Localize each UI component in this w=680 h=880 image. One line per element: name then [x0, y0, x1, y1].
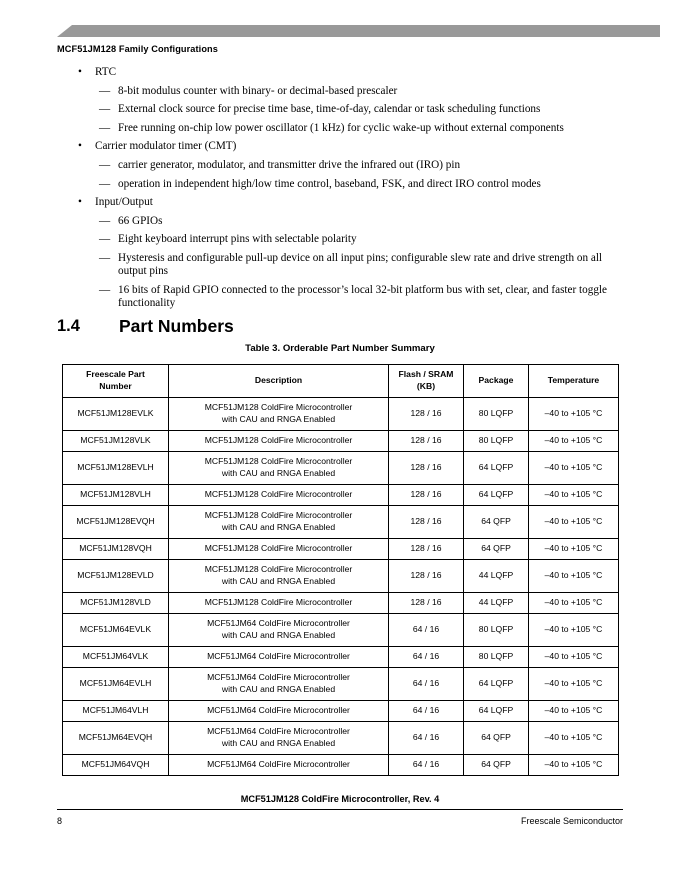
bullet-text: Eight keyboard interrupt pins with selectable polarity [118, 233, 357, 246]
cell-description [169, 668, 389, 701]
bullet-text: Hysteresis and configurable pull-up device on all input pins; configurable slew rate and drive strength on all output pins [118, 251, 603, 278]
cell-description-line: MCF51JM128 ColdFire Microcontroller [204, 510, 353, 521]
cell-part-number: MCF51JM128VLH [63, 485, 169, 506]
cell-flash-sram: 128 / 16 [389, 431, 464, 452]
cell-description-line: with CAU and RNGA Enabled [221, 630, 336, 640]
sub-bullet-item [0, 215, 680, 228]
bullet-text: Free running on-chip low power oscillator (1 kHz) for cyclic wake-up without external components [118, 121, 564, 134]
cell-package: 64 LQFP [464, 701, 529, 722]
table-row [63, 560, 619, 593]
cell-description-line: MCF51JM64 ColdFire Microcontroller [207, 672, 350, 683]
em-dash-icon: — [99, 103, 111, 116]
footer-company-name: Freescale Semiconductor [520, 816, 623, 826]
cell-part-number: MCF51JM128VQH [63, 539, 169, 560]
cell-flash-sram: 128 / 16 [389, 539, 464, 560]
cell-part-number: MCF51JM64VLH [63, 701, 169, 722]
cell-description-line: MCF51JM128 ColdFire Microcontroller [204, 435, 353, 446]
cell-temperature: –40 to +105 °C [529, 398, 619, 431]
cell-description-line: with CAU and RNGA Enabled [221, 684, 336, 694]
em-dash-icon: — [99, 233, 111, 246]
bullet-text: operation in independent high/low time control, baseband, FSK, and direct IRO control modes [118, 177, 541, 190]
column-header-line: Package [478, 375, 514, 386]
cell-temperature: –40 to +105 °C [529, 614, 619, 647]
running-header-title: MCF51JM128 Family Configurations [57, 44, 218, 54]
cell-temperature: –40 to +105 °C [529, 593, 619, 614]
cell-flash-sram: 128 / 16 [389, 485, 464, 506]
cell-package: 44 LQFP [464, 593, 529, 614]
cell-description [169, 722, 389, 755]
sub-bullet-item [0, 233, 680, 246]
cell-description-line: MCF51JM128 ColdFire Microcontroller [204, 489, 353, 500]
orderable-part-number-table [62, 364, 619, 776]
cell-description [169, 506, 389, 539]
cell-temperature: –40 to +105 °C [529, 668, 619, 701]
cell-description-line: with CAU and RNGA Enabled [221, 738, 336, 748]
table-row [63, 668, 619, 701]
bullet-text: Input/Output [95, 196, 153, 209]
sub-bullet-item [0, 178, 680, 191]
cell-description-line: with CAU and RNGA Enabled [221, 522, 336, 532]
table-row [63, 398, 619, 431]
section-number: 1.4 [57, 317, 80, 335]
bullet-item [0, 140, 680, 153]
cell-description [169, 539, 389, 560]
table-row [63, 431, 619, 452]
bullet-text: 66 GPIOs [118, 214, 163, 227]
cell-part-number: MCF51JM128EVLH [63, 452, 169, 485]
bullet-item [0, 66, 680, 79]
table-row [63, 593, 619, 614]
cell-part-number: MCF51JM64EVLK [63, 614, 169, 647]
table-row [63, 506, 619, 539]
cell-part-number: MCF51JM64VLK [63, 647, 169, 668]
cell-part-number: MCF51JM64EVLH [63, 668, 169, 701]
cell-temperature: –40 to +105 °C [529, 452, 619, 485]
table-row [63, 485, 619, 506]
em-dash-icon: — [99, 121, 111, 134]
column-header-line: Number [99, 381, 132, 391]
cell-description-line: MCF51JM128 ColdFire Microcontroller [204, 402, 353, 413]
table-caption: Table 3. Orderable Part Number Summary [245, 343, 435, 354]
cell-description-line: MCF51JM128 ColdFire Microcontroller [204, 543, 353, 554]
table-header-row [63, 365, 619, 398]
em-dash-icon: — [99, 158, 111, 171]
cell-flash-sram: 64 / 16 [389, 701, 464, 722]
bullet-dot-icon: • [78, 66, 82, 78]
cell-description [169, 431, 389, 452]
cell-temperature: –40 to +105 °C [529, 755, 619, 776]
em-dash-icon: — [99, 214, 111, 227]
cell-description-line: MCF51JM128 ColdFire Microcontroller [204, 456, 353, 467]
table-row [63, 614, 619, 647]
cell-description [169, 755, 389, 776]
cell-description-line: MCF51JM128 ColdFire Microcontroller [204, 564, 353, 575]
cell-part-number: MCF51JM128VLD [63, 593, 169, 614]
column-header-line: Flash / SRAM [398, 369, 454, 380]
cell-temperature: –40 to +105 °C [529, 647, 619, 668]
column-header-flash-sram [389, 365, 464, 398]
cell-description [169, 647, 389, 668]
cell-description [169, 614, 389, 647]
sub-bullet-item [0, 284, 680, 311]
table-row [63, 539, 619, 560]
cell-package: 64 LQFP [464, 485, 529, 506]
cell-description [169, 398, 389, 431]
sub-bullet-item [0, 122, 680, 135]
footer-document-title: MCF51JM128 ColdFire Microcontroller, Rev. 4 [240, 794, 440, 804]
bullet-text: RTC [95, 66, 117, 78]
cell-flash-sram: 128 / 16 [389, 506, 464, 539]
bullet-dot-icon: • [78, 196, 82, 209]
footer-page-number: 8 [57, 816, 63, 826]
bullet-text: Carrier modulator timer (CMT) [95, 140, 237, 153]
bullet-text: 16 bits of Rapid GPIO connected to the processor’s local 32-bit platform bus with set, clear, and faster toggle functionality [118, 283, 607, 310]
em-dash-icon: — [99, 251, 111, 264]
cell-description [169, 701, 389, 722]
column-header-line: (KB) [416, 381, 436, 391]
cell-flash-sram: 64 / 16 [389, 668, 464, 701]
column-header-line: Freescale Part [86, 369, 145, 380]
sub-bullet-item [0, 85, 680, 98]
cell-description-line: MCF51JM64 ColdFire Microcontroller [207, 651, 350, 662]
cell-description-line: with CAU and RNGA Enabled [221, 468, 336, 478]
page-title: Part Numbers [119, 316, 234, 336]
cell-package: 64 QFP [464, 722, 529, 755]
cell-temperature: –40 to +105 °C [529, 485, 619, 506]
cell-temperature: –40 to +105 °C [529, 560, 619, 593]
cell-description [169, 593, 389, 614]
cell-flash-sram: 64 / 16 [389, 722, 464, 755]
cell-description-line: MCF51JM64 ColdFire Microcontroller [207, 759, 350, 770]
cell-flash-sram: 64 / 16 [389, 614, 464, 647]
cell-temperature: –40 to +105 °C [529, 701, 619, 722]
bullet-text: carrier generator, modulator, and transmitter drive the infrared out (IRO) pin [118, 158, 461, 171]
cell-flash-sram: 64 / 16 [389, 755, 464, 776]
bullet-text: External clock source for precise time base, time-of-day, calendar or task scheduling functions [118, 103, 541, 116]
cell-description [169, 485, 389, 506]
table-row [63, 701, 619, 722]
footer-divider [57, 809, 623, 810]
table-body [63, 398, 619, 776]
sub-bullet-item [0, 103, 680, 116]
cell-flash-sram: 128 / 16 [389, 398, 464, 431]
cell-part-number: MCF51JM128EVLK [63, 398, 169, 431]
cell-description-line: with CAU and RNGA Enabled [221, 414, 336, 424]
cell-description-line: with CAU and RNGA Enabled [221, 576, 336, 586]
cell-flash-sram: 128 / 16 [389, 560, 464, 593]
cell-description-line: MCF51JM64 ColdFire Microcontroller [207, 705, 350, 716]
table-row [63, 452, 619, 485]
column-header-package [464, 365, 529, 398]
column-header-temperature [529, 365, 619, 398]
cell-part-number: MCF51JM64EVQH [63, 722, 169, 755]
em-dash-icon: — [99, 283, 111, 296]
column-header-description [169, 365, 389, 398]
table-row [63, 722, 619, 755]
feature-bullet-list [0, 66, 680, 316]
cell-flash-sram: 128 / 16 [389, 593, 464, 614]
column-header-line: Temperature [547, 375, 600, 386]
cell-package: 80 LQFP [464, 398, 529, 431]
cell-description-line: MCF51JM64 ColdFire Microcontroller [207, 618, 350, 629]
cell-temperature: –40 to +105 °C [529, 722, 619, 755]
cell-package: 64 LQFP [464, 452, 529, 485]
bullet-text: 8-bit modulus counter with binary- or decimal-based prescaler [118, 84, 398, 97]
orderable-part-number-table-wrap [62, 364, 618, 776]
table-row [63, 755, 619, 776]
bullet-item [0, 196, 680, 209]
cell-package: 80 LQFP [464, 431, 529, 452]
cell-package: 64 QFP [464, 755, 529, 776]
cell-description [169, 560, 389, 593]
cell-description-line: MCF51JM128 ColdFire Microcontroller [204, 597, 353, 608]
cell-temperature: –40 to +105 °C [529, 539, 619, 560]
sub-bullet-item [0, 159, 680, 172]
cell-part-number: MCF51JM64VQH [63, 755, 169, 776]
cell-package: 80 LQFP [464, 614, 529, 647]
cell-temperature: –40 to +105 °C [529, 506, 619, 539]
em-dash-icon: — [99, 177, 111, 190]
header-bar-shape [0, 24, 680, 37]
cell-package: 64 LQFP [464, 668, 529, 701]
table-header [63, 365, 619, 398]
cell-package: 44 LQFP [464, 560, 529, 593]
bullet-dot-icon: • [78, 140, 82, 153]
table-row [63, 647, 619, 668]
cell-flash-sram: 128 / 16 [389, 452, 464, 485]
cell-part-number: MCF51JM128EVLD [63, 560, 169, 593]
column-header-line: Description [254, 375, 303, 386]
cell-part-number: MCF51JM128VLK [63, 431, 169, 452]
cell-description-line: MCF51JM64 ColdFire Microcontroller [207, 726, 350, 737]
cell-package: 64 QFP [464, 506, 529, 539]
cell-part-number: MCF51JM128EVQH [63, 506, 169, 539]
column-header-part-number [63, 365, 169, 398]
sub-bullet-item [0, 252, 680, 279]
cell-flash-sram: 64 / 16 [389, 647, 464, 668]
cell-description [169, 452, 389, 485]
cell-package: 80 LQFP [464, 647, 529, 668]
em-dash-icon: — [99, 84, 111, 97]
cell-temperature: –40 to +105 °C [529, 431, 619, 452]
header-rule-bar [0, 24, 680, 37]
cell-package: 64 QFP [464, 539, 529, 560]
